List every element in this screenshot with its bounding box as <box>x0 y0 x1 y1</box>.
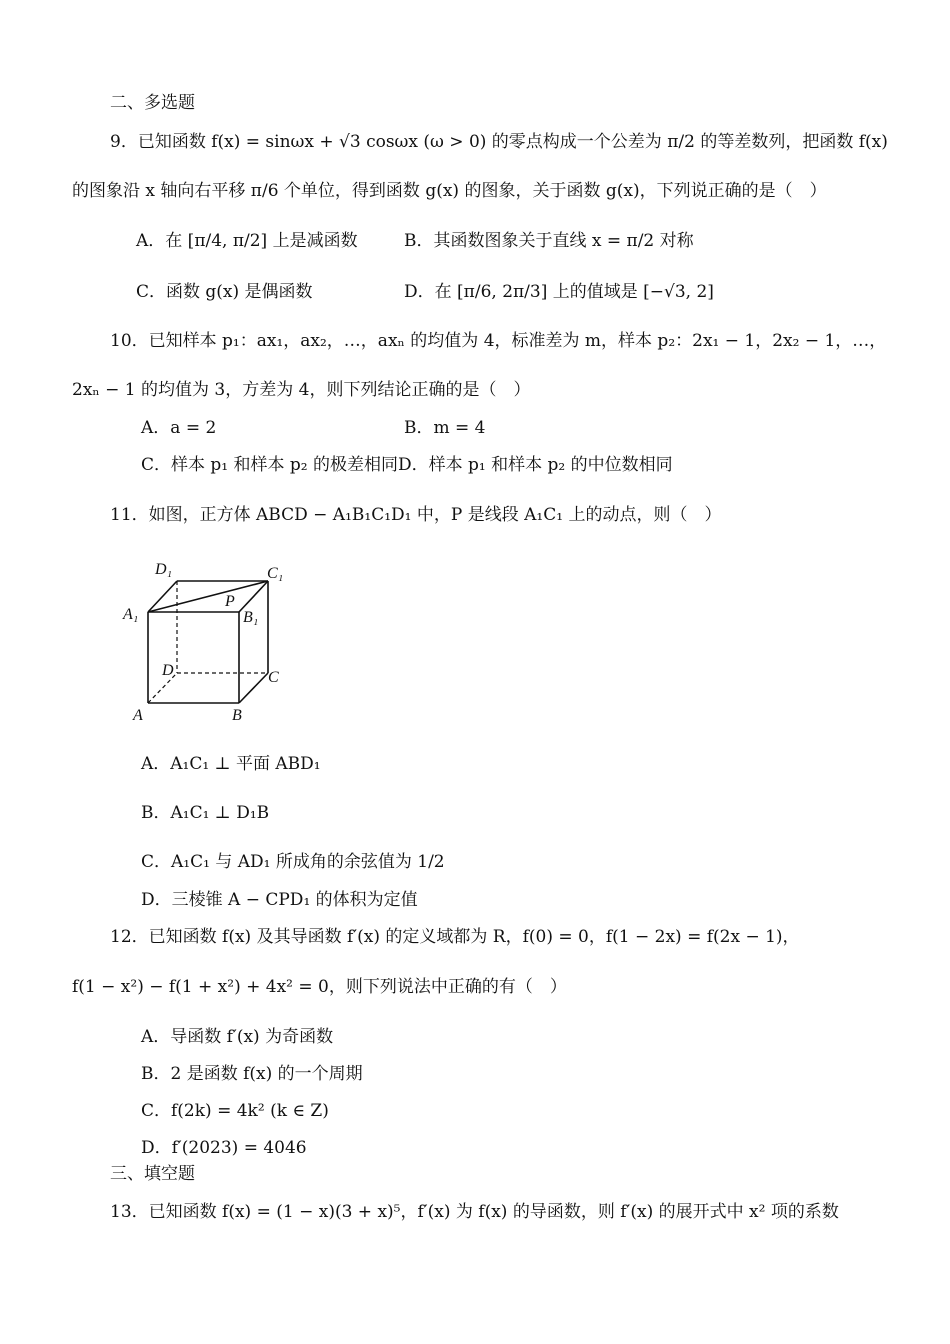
q12-option-a[interactable]: A．导函数 f′(x) 为奇函数 <box>141 1027 334 1047</box>
q10-option-cd[interactable]: C．样本 p₁ 和样本 p₂ 的极差相同D．样本 p₁ 和样本 p₂ 的中位数相同 <box>141 455 673 475</box>
q12-stem-line2: f(1 − x²) − f(1 + x²) + 4x² = 0，则下列说法中正确的有（ ） <box>72 977 567 997</box>
label-c: C <box>268 669 279 686</box>
section-title-fill: 三、填空题 <box>110 1164 195 1184</box>
q11-option-c[interactable]: C．A₁C₁ 与 AD₁ 所成角的余弦值为 1/2 <box>141 852 445 872</box>
q9-stem-line1: 9．已知函数 f(x) = sinωx + √3 cosωx (ω > 0) 的零点构成一个公差为 π/2 的等差数列，把函数 f(x) <box>110 132 888 152</box>
q9-option-c[interactable]: C．函数 g(x) 是偶函数 <box>136 282 313 302</box>
q9-option-a[interactable]: A．在 [π/4, π/2] 上是减函数 <box>136 231 358 251</box>
label-p: P <box>225 593 235 610</box>
q9-stem-line2: 的图象沿 x 轴向右平移 π/6 个单位，得到函数 g(x) 的图象，关于函数 g(x)，下列说正确的是（ ） <box>72 181 827 201</box>
label-a1: A₁ <box>123 606 139 623</box>
q11-option-b[interactable]: B．A₁C₁ ⊥ D₁B <box>141 803 270 823</box>
q10-stem-line2: 2xₙ − 1 的均值为 3，方差为 4，则下列结论正确的是（ ） <box>72 380 531 400</box>
edge-b1-c1 <box>239 581 268 612</box>
q10-option-b[interactable]: B．m = 4 <box>404 418 486 438</box>
q12-option-c[interactable]: C．f(2k) = 4k² (k ∈ Z) <box>141 1101 329 1121</box>
section-title-multi: 二、多选题 <box>110 93 195 113</box>
label-d: D <box>162 662 174 679</box>
q10-stem-line1: 10．已知样本 p₁：ax₁，ax₂，…，axₙ 的均值为 4，标准差为 m，样本 p₂：2x₁ − 1，2x₂ − 1，…， <box>110 331 887 351</box>
label-b: B <box>232 707 242 724</box>
q13-stem-line1: 13．已知函数 f(x) = (1 − x)(3 + x)⁵，f′(x) 为 f(x) 的导函数，则 f′(x) 的展开式中 x² 项的系数 <box>110 1202 839 1222</box>
q10-option-a[interactable]: A．a = 2 <box>141 418 217 438</box>
diagonal-a1-c1 <box>148 581 268 612</box>
q9-option-d[interactable]: D．在 [π/6, 2π/3] 上的值域是 [−√3, 2] <box>404 282 714 302</box>
label-a: A <box>133 707 143 724</box>
label-c1: C₁ <box>267 565 284 582</box>
q12-option-d[interactable]: D．f′(2023) = 4046 <box>141 1138 307 1158</box>
cube-figure <box>115 558 315 728</box>
q11-stem: 11．如图，正方体 ABCD − A₁B₁C₁D₁ 中，P 是线段 A₁C₁ 上的动点，则（ ） <box>110 505 722 525</box>
edge-b-c <box>239 673 268 703</box>
q9-option-b[interactable]: B．其函数图象关于直线 x = π/2 对称 <box>404 231 694 251</box>
q11-option-a[interactable]: A．A₁C₁ ⊥ 平面 ABD₁ <box>141 754 321 774</box>
q12-stem-line1: 12．已知函数 f(x) 及其导函数 f′(x) 的定义域都为 R，f(0) = 0，f(1 − 2x) = f(2x − 1)， <box>110 927 800 947</box>
label-b1: B₁ <box>243 609 259 626</box>
label-d1: D₁ <box>155 561 173 578</box>
q12-option-b[interactable]: B．2 是函数 f(x) 的一个周期 <box>141 1064 363 1084</box>
edge-a1-d1 <box>148 581 177 612</box>
q11-option-d[interactable]: D．三棱锥 A − CPD₁ 的体积为定值 <box>141 890 418 910</box>
